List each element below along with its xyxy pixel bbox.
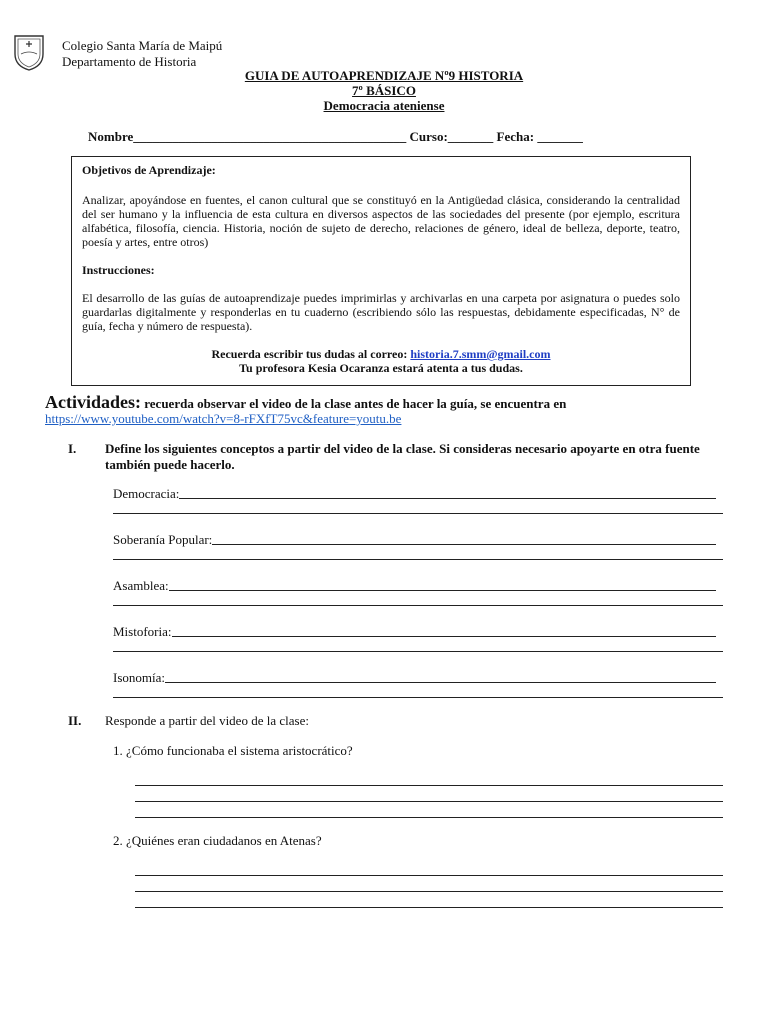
curso-label: Curso: [409,129,448,144]
guide-title: GUIA DE AUTOAPRENDIZAJE Nº9 HISTORIA [244,68,524,83]
section-2-instruction: Responde a partir del video de la clase: [105,713,309,728]
grade-title: 7º BÁSICO [352,83,416,98]
concept-label: Democracia: [113,486,180,501]
answer-line[interactable] [212,544,716,545]
school-header [62,38,222,70]
answer-line[interactable] [135,907,723,908]
nombre-label: Nombre [88,129,134,144]
department-name: Departamento de Historia [62,54,197,69]
answer-line[interactable] [179,498,716,499]
section-2 [68,713,728,729]
concept-label: Isonomía: [113,670,165,685]
answer-line[interactable] [135,817,723,818]
fecha-label: Fecha: [496,129,535,144]
concept-label: Mistoforia: [113,624,172,639]
answer-line[interactable] [172,636,717,637]
answer-line[interactable] [135,875,723,876]
answer-line[interactable] [135,801,723,802]
school-crest-icon [12,32,46,72]
section-1-instruction: Define los siguientes conceptos a partir del video de la clase. Si consideras necesario apoyarte en otra fuente también puede hacerlo. [105,441,700,472]
concept-label: Asamblea: [113,578,169,593]
email-line [82,347,680,361]
question-text: 1. ¿Cómo funcionaba el sistema aristocrático? [113,743,353,758]
objectives-text: Analizar, apoyándose en fuentes, el canon cultural que se constituyó en la Antigüedad clásica, considerando la centralidad del ser humano y la influencia de esta cultura en diversos aspectos de las sociedades del presente (por ejemplo, escritura alfabética, filosofía, ciencia. Historia, noción de sujeto de derecho, relaciones de género, ideal de belleza, deporte, teatro, poesía y artes, entre otros) [82,193,680,249]
video-link[interactable]: https://www.youtube.com/watch?v=8-rFXfT75vc&feature=youtu.be [45,411,402,426]
email-link[interactable]: historia.7.smm@gmail.com [410,347,551,361]
student-info-line: Nombre__________________________________________ Curso:_______ Fecha: _______ [88,129,583,144]
email-prompt: Recuerda escribir tus dudas al correo: [211,347,411,361]
document-titles [0,68,768,113]
objectives-heading: Objetivos de Aprendizaje: [82,163,216,177]
answer-line[interactable] [169,590,716,591]
section-1 [68,441,728,473]
teacher-note: Tu profesora Kesia Ocaranza estará atenta a tus dudas. [239,361,523,375]
answer-line[interactable] [113,513,723,514]
answer-line[interactable] [113,605,723,606]
school-name: Colegio Santa María de Maipú [62,38,223,53]
activities-text: recuerda observar el video de la clase antes de hacer la guía, se encuentra en [141,396,567,411]
objectives-box [71,156,691,386]
topic-title: Democracia ateniense [323,98,445,113]
section-1-numeral: I. [68,441,77,456]
section-2-numeral: II. [68,713,82,728]
activities-line [45,392,566,413]
answer-line[interactable] [135,891,723,892]
question-text: 2. ¿Quiénes eran ciudadanos en Atenas? [113,833,322,848]
answer-line[interactable] [113,559,723,560]
concept-label: Soberanía Popular: [113,532,213,547]
answer-line[interactable] [113,697,723,698]
activities-title: Actividades: [45,392,141,412]
instructions-text: El desarrollo de las guías de autoaprendizaje puedes imprimirlas y archivarlas en una carpeta por asignatura o puedes solo guardarlas digitalmente y responderlas en tu cuaderno (escribiendo sólo las respuestas, debidamente especificadas, N° de guía, fecha y número de respuesta). [82,291,680,333]
answer-line[interactable] [113,651,723,652]
answer-line[interactable] [165,682,716,683]
instructions-heading: Instrucciones: [82,263,155,277]
answer-line[interactable] [135,785,723,786]
